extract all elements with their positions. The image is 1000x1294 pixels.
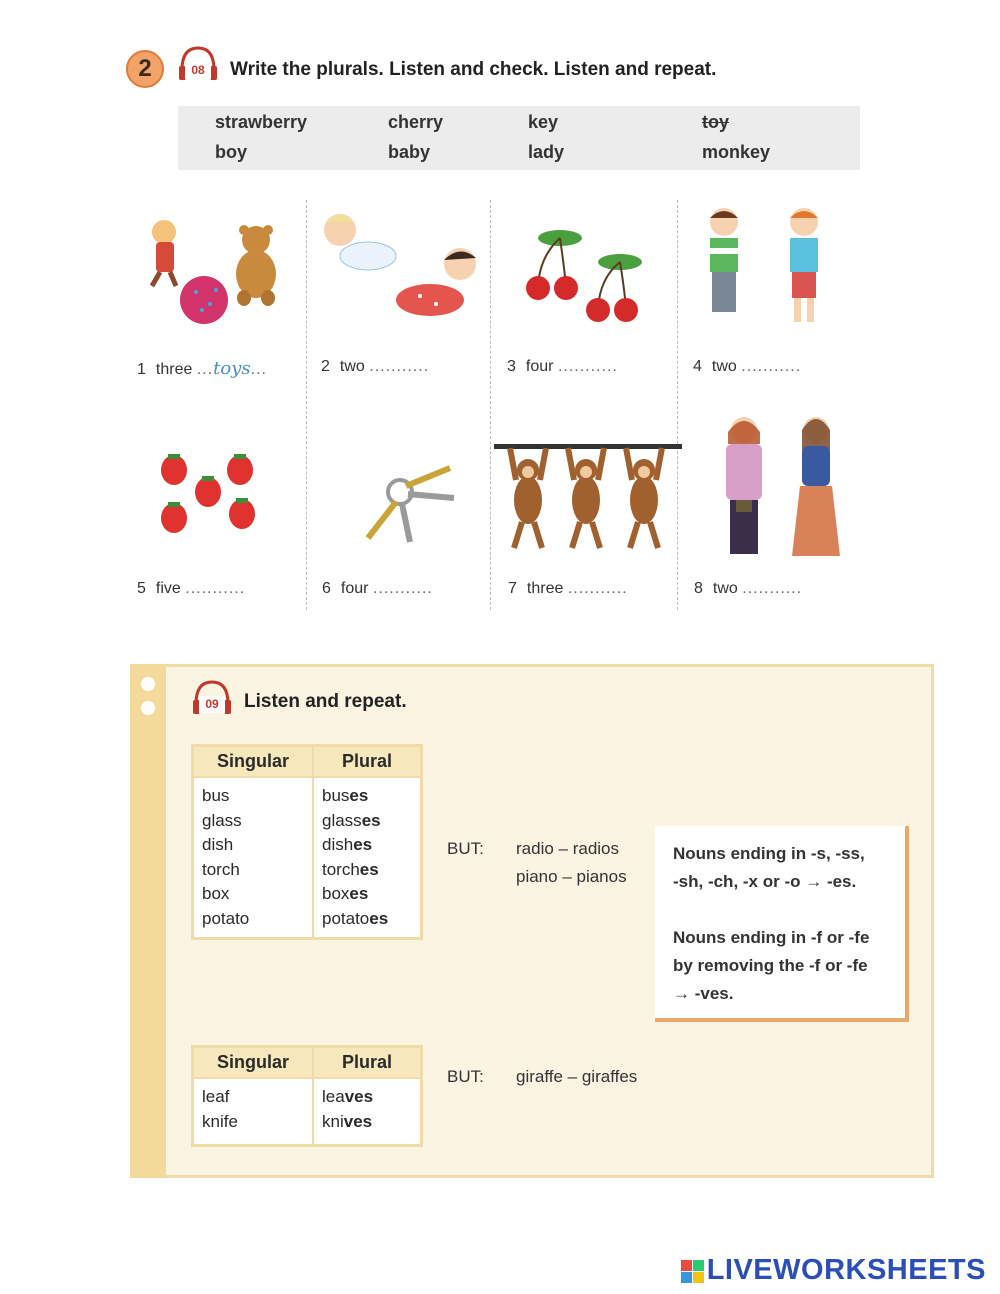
plural-column <box>313 1078 422 1146</box>
binder-strip <box>130 664 166 1178</box>
word-bank-item: cherry <box>388 112 444 132</box>
item-caption <box>507 358 618 376</box>
rule-note <box>655 826 909 1022</box>
word-bank-item: boy <box>215 142 248 162</box>
singular-word: potato <box>202 908 250 928</box>
word-bank-item: baby <box>388 142 431 162</box>
rule-line: -sh, -ch, -x or -o → -es. <box>673 872 857 891</box>
plural-word: glasses <box>322 810 381 830</box>
column-header-plural: Plural <box>313 1047 422 1079</box>
item-number: 3 <box>507 358 516 375</box>
item-caption <box>137 580 245 598</box>
singular-word: knife <box>202 1111 238 1131</box>
item-caption <box>693 358 801 376</box>
monkeys-icon <box>494 440 682 556</box>
column-divider <box>490 200 491 610</box>
answer-field[interactable]: ........... <box>369 358 430 375</box>
strawberries-icon <box>156 452 266 538</box>
item-word: two <box>339 358 365 375</box>
track-number: 09 <box>199 696 225 713</box>
answer-dots: ... <box>250 361 267 378</box>
word-bank-item: strawberry <box>215 112 308 132</box>
plural-word: leaves <box>322 1087 374 1106</box>
singular-column <box>193 777 314 939</box>
rule-line: Nouns ending in -f or -fe <box>673 928 870 947</box>
word-bank-item: lady <box>528 142 565 162</box>
item-number: 7 <box>508 580 517 597</box>
cherries-icon <box>520 226 650 326</box>
item-caption <box>322 580 433 598</box>
exercise-instruction: Write the plurals. Listen and check. Listen and repeat. <box>230 59 717 80</box>
item-caption <box>321 358 429 376</box>
column-header-singular: Singular <box>193 1047 314 1079</box>
exception-example: radio – radios <box>516 839 620 858</box>
singular-word: leaf <box>202 1087 230 1106</box>
binder-hole <box>141 677 155 691</box>
plural-table-ves <box>191 1045 423 1147</box>
rule-line: by removing the -f or -fe <box>673 956 868 975</box>
but-label: BUT: <box>447 839 484 858</box>
track-number: 08 <box>185 62 211 79</box>
brand-logo[interactable] <box>681 1254 986 1287</box>
plural-column <box>313 777 422 939</box>
singular-column <box>193 1078 314 1146</box>
ladies-icon <box>716 410 846 570</box>
item-number: 5 <box>137 580 146 597</box>
but-label: BUT: <box>447 1067 484 1086</box>
item-number: 6 <box>322 580 331 597</box>
plural-word: boxes <box>322 884 369 903</box>
item-number: 4 <box>693 358 702 375</box>
item-caption <box>137 358 267 379</box>
answer-field[interactable]: ........... <box>567 580 628 597</box>
word-bank-item-used: toy <box>702 112 729 132</box>
item-number: 1 <box>137 361 146 378</box>
binder-hole <box>141 701 155 715</box>
liveworksheets-logo-icon <box>681 1260 704 1283</box>
answer-field[interactable]: ........... <box>741 358 802 375</box>
plural-word: potatoes <box>322 908 389 928</box>
item-caption <box>508 580 628 598</box>
column-divider <box>306 200 307 610</box>
singular-word: box <box>202 884 230 903</box>
plural-word: buses <box>322 786 369 805</box>
toys-icon <box>140 212 290 332</box>
keys-icon <box>360 462 460 546</box>
item-word: two <box>712 580 738 597</box>
singular-word: glass <box>202 810 242 830</box>
word-bank <box>178 106 860 170</box>
plural-word: knives <box>322 1111 373 1131</box>
rule-line: Nouns ending in -s, -ss, <box>673 844 865 863</box>
item-number: 2 <box>321 358 330 375</box>
grammar-title: Listen and repeat. <box>244 691 407 712</box>
singular-word: torch <box>202 859 240 879</box>
exception-example: giraffe – giraffes <box>516 1067 638 1086</box>
item-word: four <box>340 580 369 597</box>
headphones-icon[interactable] <box>190 678 234 718</box>
item-word: four <box>525 358 554 375</box>
singular-word: dish <box>202 835 234 854</box>
headphones-icon[interactable] <box>176 44 220 84</box>
column-header-singular: Singular <box>193 746 314 778</box>
brand-name: LIVEWORKSHEETS <box>706 1254 986 1286</box>
babies-icon <box>318 208 488 333</box>
singular-word: bus <box>202 786 230 805</box>
answer-field[interactable]: ........... <box>557 358 618 375</box>
item-caption <box>694 580 802 598</box>
rule-line: → -ves. <box>673 984 734 1003</box>
item-word: five <box>155 580 181 597</box>
plural-word: dishes <box>322 835 373 854</box>
answer-dots: ... <box>196 361 214 378</box>
answer-field[interactable]: ........... <box>742 580 803 597</box>
answer-field[interactable]: ........... <box>185 580 246 597</box>
word-bank-item: key <box>528 112 559 132</box>
answer-field[interactable]: ........... <box>372 580 433 597</box>
plural-table-es <box>191 744 423 940</box>
column-header-plural: Plural <box>313 746 422 778</box>
item-number: 8 <box>694 580 703 597</box>
answer-field[interactable]: toys <box>213 358 251 379</box>
word-bank-item: monkey <box>702 142 771 162</box>
exercise-number: 2 <box>126 50 164 88</box>
item-word: three <box>526 580 564 597</box>
item-word: three <box>155 361 193 378</box>
item-word: two <box>711 358 737 375</box>
boys-icon <box>696 204 846 334</box>
exception-example: piano – pianos <box>516 867 627 886</box>
plural-word: torches <box>322 859 379 879</box>
